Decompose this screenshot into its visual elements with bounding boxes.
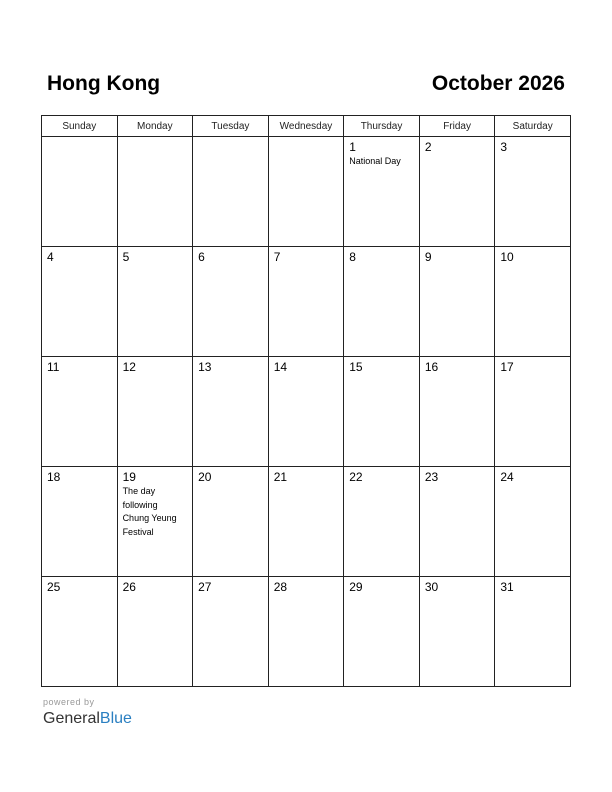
- day-cell: [268, 137, 344, 247]
- day-number: 12: [122, 360, 136, 374]
- day-cell: [495, 247, 571, 357]
- day-cell: [193, 247, 269, 357]
- day-number: 8: [349, 250, 356, 264]
- day-number: 28: [273, 580, 288, 594]
- day-cell: [117, 247, 193, 357]
- day-cell: [42, 467, 118, 577]
- day-cell: [193, 137, 269, 247]
- day-cell: [419, 577, 495, 687]
- day-number: 23: [424, 470, 439, 484]
- day-cell: [268, 467, 344, 577]
- day-number: 13: [198, 360, 212, 374]
- weekday-header: Monday: [117, 116, 193, 137]
- day-number: 26: [122, 580, 136, 594]
- day-number: 27: [198, 580, 212, 594]
- generalblue-logo: [43, 709, 132, 729]
- calendar-month-title: October 2026: [431, 72, 565, 95]
- day-cell: [344, 577, 420, 687]
- day-cell: [419, 467, 495, 577]
- day-cell: [495, 137, 571, 247]
- generalblue-footer: [43, 697, 132, 729]
- powered-by-text: powered by: [43, 697, 95, 707]
- day-number: 22: [349, 470, 363, 484]
- week-row: [42, 247, 571, 357]
- day-cell: [268, 357, 344, 467]
- weekday-header: Thursday: [344, 116, 420, 137]
- day-number: 11: [47, 360, 60, 374]
- weekday-header: Wednesday: [268, 116, 344, 137]
- day-cell: [117, 467, 193, 577]
- day-cell: [419, 247, 495, 357]
- day-number: 31: [500, 580, 514, 594]
- day-cell: [42, 247, 118, 357]
- day-number: 10: [500, 250, 514, 264]
- holiday-label: National Day: [349, 156, 401, 166]
- day-cell: [193, 467, 269, 577]
- day-number: 1: [349, 140, 356, 154]
- day-number: 29: [349, 580, 363, 594]
- day-cell: [193, 357, 269, 467]
- day-cell: [117, 577, 193, 687]
- week-row: [42, 467, 571, 577]
- day-number: 21: [273, 470, 288, 484]
- day-cell: [42, 137, 118, 247]
- weekday-header: Saturday: [495, 116, 571, 137]
- day-number: 25: [47, 580, 61, 594]
- day-number: 18: [47, 470, 61, 484]
- day-number: 5: [122, 250, 130, 264]
- day-number: 30: [424, 580, 439, 594]
- day-cell: [495, 577, 571, 687]
- holiday-label: The day following Chung Yeung Festival: [122, 486, 177, 537]
- day-number: 2: [424, 140, 432, 154]
- week-row: [42, 357, 571, 467]
- day-number: 16: [424, 360, 439, 374]
- day-cell: [344, 247, 420, 357]
- day-cell: [117, 357, 193, 467]
- day-number: 24: [500, 470, 514, 484]
- day-number: 7: [273, 250, 281, 264]
- day-number: 6: [198, 250, 205, 264]
- weekday-header: Friday: [419, 116, 495, 137]
- day-cell: [495, 357, 571, 467]
- calendar-grid: [41, 115, 571, 687]
- day-number: 19: [122, 470, 136, 484]
- week-row: [42, 577, 571, 687]
- weekday-header-row: [42, 116, 571, 137]
- day-cell: [419, 137, 495, 247]
- day-cell: [344, 137, 420, 247]
- day-cell: [495, 467, 571, 577]
- day-number: 14: [273, 360, 288, 374]
- weekday-header: Tuesday: [193, 116, 269, 137]
- day-cell: [42, 357, 118, 467]
- day-cell: [344, 357, 420, 467]
- day-number: 4: [47, 250, 54, 264]
- weekday-header: Sunday: [42, 116, 118, 137]
- day-number: 3: [500, 140, 508, 154]
- day-cell: [193, 577, 269, 687]
- logo-blue-text: Blue: [99, 710, 132, 727]
- day-number: 9: [424, 250, 432, 264]
- day-cell: [42, 577, 118, 687]
- week-row: [42, 137, 571, 247]
- logo-general-text: General: [43, 710, 100, 727]
- day-number: 20: [198, 470, 212, 484]
- calendar-region-title: Hong Kong: [47, 72, 161, 95]
- day-cell: [268, 577, 344, 687]
- day-cell: [268, 247, 344, 357]
- day-number: 15: [349, 360, 363, 374]
- day-number: 17: [500, 360, 514, 374]
- day-cell: [117, 137, 193, 247]
- day-cell: [419, 357, 495, 467]
- day-cell: [344, 467, 420, 577]
